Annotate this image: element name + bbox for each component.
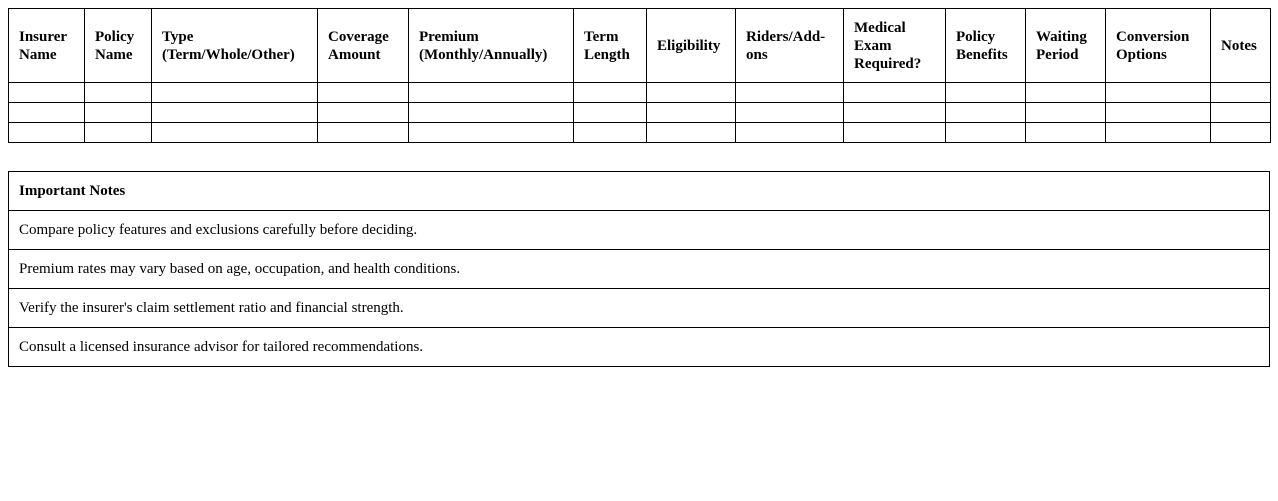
list-item xyxy=(9,289,1270,328)
list-item xyxy=(9,328,1270,367)
header-notes: Notes xyxy=(1211,9,1271,83)
table-cell xyxy=(152,123,318,143)
table-cell xyxy=(85,83,152,103)
table-cell xyxy=(946,123,1026,143)
table-cell xyxy=(844,83,946,103)
table-cell xyxy=(844,103,946,123)
policy-comparison-table xyxy=(8,8,1271,143)
table-cell xyxy=(647,83,736,103)
table-cell xyxy=(1106,83,1211,103)
table-cell xyxy=(736,83,844,103)
table-row xyxy=(9,103,1271,123)
table-cell xyxy=(946,83,1026,103)
table-header-row xyxy=(9,9,1271,83)
table-cell xyxy=(574,123,647,143)
notes-title: Important Notes xyxy=(9,172,1270,211)
table-cell xyxy=(736,123,844,143)
table-cell xyxy=(1211,123,1271,143)
table-cell xyxy=(647,103,736,123)
table-cell xyxy=(946,103,1026,123)
important-notes-table xyxy=(8,171,1270,367)
table-cell xyxy=(85,123,152,143)
header-policy-name: Policy Name xyxy=(85,9,152,83)
table-cell xyxy=(647,123,736,143)
header-conversion-options: Conversion Options xyxy=(1106,9,1211,83)
header-riders-addons: Riders/Add-ons xyxy=(736,9,844,83)
note-text: Verify the insurer's claim settlement ratio and financial strength. xyxy=(9,289,1270,328)
header-type: Type (Term/Whole/Other) xyxy=(152,9,318,83)
notes-header-row xyxy=(9,172,1270,211)
header-policy-benefits: Policy Benefits xyxy=(946,9,1026,83)
table-cell xyxy=(409,103,574,123)
header-medical-exam: Medical Exam Required? xyxy=(844,9,946,83)
table-cell xyxy=(574,83,647,103)
table-row xyxy=(9,123,1271,143)
table-row xyxy=(9,83,1271,103)
note-text: Compare policy features and exclusions carefully before deciding. xyxy=(9,211,1270,250)
table-cell xyxy=(9,103,85,123)
table-cell xyxy=(318,83,409,103)
table-cell xyxy=(1026,103,1106,123)
table-cell xyxy=(844,123,946,143)
header-insurer-name: Insurer Name xyxy=(9,9,85,83)
table-cell xyxy=(9,123,85,143)
table-cell xyxy=(152,83,318,103)
table-cell xyxy=(409,123,574,143)
table-cell xyxy=(152,103,318,123)
table-cell xyxy=(1106,103,1211,123)
note-text: Premium rates may vary based on age, occupation, and health conditions. xyxy=(9,250,1270,289)
note-text: Consult a licensed insurance advisor for tailored recommendations. xyxy=(9,328,1270,367)
header-coverage-amount: Coverage Amount xyxy=(318,9,409,83)
table-cell xyxy=(85,103,152,123)
list-item xyxy=(9,250,1270,289)
table-cell xyxy=(1211,83,1271,103)
table-cell xyxy=(1026,83,1106,103)
table-cell xyxy=(1026,123,1106,143)
table-cell xyxy=(409,83,574,103)
header-premium: Premium (Monthly/Annually) xyxy=(409,9,574,83)
table-cell xyxy=(736,103,844,123)
list-item xyxy=(9,211,1270,250)
table-cell xyxy=(574,103,647,123)
header-waiting-period: Waiting Period xyxy=(1026,9,1106,83)
table-cell xyxy=(1211,103,1271,123)
table-cell xyxy=(1106,123,1211,143)
table-cell xyxy=(9,83,85,103)
table-cell xyxy=(318,103,409,123)
header-eligibility: Eligibility xyxy=(647,9,736,83)
table-cell xyxy=(318,123,409,143)
header-term-length: Term Length xyxy=(574,9,647,83)
